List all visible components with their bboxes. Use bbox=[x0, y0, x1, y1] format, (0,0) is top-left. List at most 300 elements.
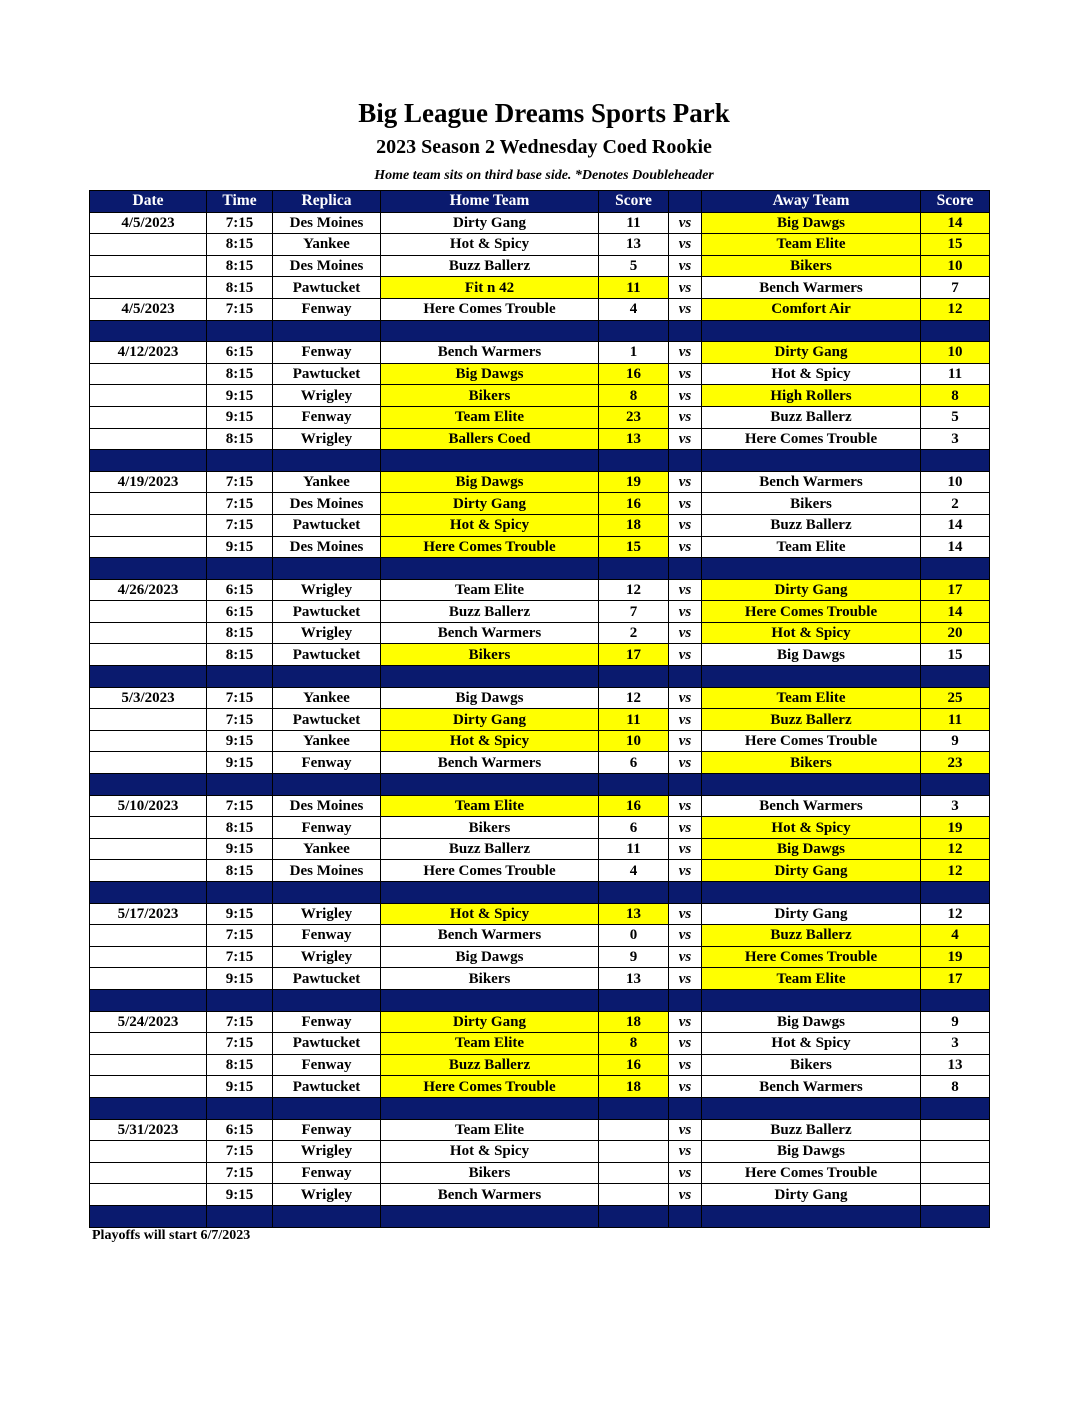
vs-cell: vs bbox=[669, 1141, 702, 1163]
date-cell bbox=[90, 925, 207, 947]
away-team-cell: Dirty Gang bbox=[702, 1184, 921, 1206]
date-cell: 5/24/2023 bbox=[90, 1011, 207, 1033]
away-team-cell: Bench Warmers bbox=[702, 1076, 921, 1098]
home-score-cell: 11 bbox=[599, 277, 669, 299]
separator-cell bbox=[599, 774, 669, 796]
away-score-cell bbox=[921, 1119, 990, 1141]
vs-cell: vs bbox=[669, 514, 702, 536]
home-score-cell bbox=[599, 1141, 669, 1163]
away-score-cell: 12 bbox=[921, 903, 990, 925]
game-row bbox=[90, 406, 990, 428]
date-cell bbox=[90, 838, 207, 860]
separator-cell bbox=[381, 989, 599, 1011]
separator-cell bbox=[921, 320, 990, 342]
vs-cell: vs bbox=[669, 493, 702, 515]
game-row bbox=[90, 342, 990, 364]
home-team-cell: Buzz Ballerz bbox=[381, 1054, 599, 1076]
date-cell bbox=[90, 536, 207, 558]
game-row bbox=[90, 277, 990, 299]
date-cell bbox=[90, 363, 207, 385]
away-score-cell: 23 bbox=[921, 752, 990, 774]
separator-cell bbox=[381, 558, 599, 580]
home-team-cell: Dirty Gang bbox=[381, 493, 599, 515]
separator-cell bbox=[702, 320, 921, 342]
home-score-cell: 8 bbox=[599, 1033, 669, 1055]
game-row bbox=[90, 622, 990, 644]
week-separator-row bbox=[90, 989, 990, 1011]
game-row bbox=[90, 752, 990, 774]
replica-cell: Pawtucket bbox=[273, 1033, 381, 1055]
time-cell: 7:15 bbox=[207, 1011, 273, 1033]
away-score-cell: 25 bbox=[921, 687, 990, 709]
home-team-cell: Team Elite bbox=[381, 579, 599, 601]
away-team-cell: Bench Warmers bbox=[702, 795, 921, 817]
separator-cell bbox=[207, 558, 273, 580]
replica-cell: Pawtucket bbox=[273, 644, 381, 666]
separator-cell bbox=[273, 320, 381, 342]
date-cell: 5/3/2023 bbox=[90, 687, 207, 709]
date-cell bbox=[90, 255, 207, 277]
time-cell: 7:15 bbox=[207, 471, 273, 493]
game-row bbox=[90, 1141, 990, 1163]
week-separator-row bbox=[90, 666, 990, 688]
separator-cell bbox=[207, 989, 273, 1011]
vs-cell: vs bbox=[669, 709, 702, 731]
game-row bbox=[90, 1033, 990, 1055]
separator-cell bbox=[207, 320, 273, 342]
home-team-cell: Fit n 42 bbox=[381, 277, 599, 299]
date-cell: 4/5/2023 bbox=[90, 212, 207, 234]
separator-cell bbox=[90, 450, 207, 472]
replica-cell: Fenway bbox=[273, 1011, 381, 1033]
separator-cell bbox=[273, 666, 381, 688]
game-row bbox=[90, 817, 990, 839]
separator-cell bbox=[702, 666, 921, 688]
week-separator-row bbox=[90, 1205, 990, 1227]
home-score-cell: 11 bbox=[599, 212, 669, 234]
separator-cell bbox=[90, 320, 207, 342]
away-team-cell: Here Comes Trouble bbox=[702, 946, 921, 968]
home-score-cell bbox=[599, 1162, 669, 1184]
separator-cell bbox=[381, 666, 599, 688]
separator-cell bbox=[921, 774, 990, 796]
home-score-cell bbox=[599, 1119, 669, 1141]
away-team-cell: Here Comes Trouble bbox=[702, 730, 921, 752]
away-score-cell: 10 bbox=[921, 255, 990, 277]
home-score-cell: 18 bbox=[599, 514, 669, 536]
game-row bbox=[90, 1054, 990, 1076]
away-team-cell: Big Dawgs bbox=[702, 212, 921, 234]
separator-cell bbox=[921, 666, 990, 688]
vs-cell: vs bbox=[669, 817, 702, 839]
game-row bbox=[90, 644, 990, 666]
away-score-cell: 9 bbox=[921, 1011, 990, 1033]
vs-cell: vs bbox=[669, 1011, 702, 1033]
time-cell: 8:15 bbox=[207, 1054, 273, 1076]
date-cell bbox=[90, 644, 207, 666]
header-time: Time bbox=[207, 191, 273, 213]
home-team-cell: Hot & Spicy bbox=[381, 903, 599, 925]
home-team-cell: Bikers bbox=[381, 968, 599, 990]
away-team-cell: Buzz Ballerz bbox=[702, 406, 921, 428]
header-home-score: Score bbox=[599, 191, 669, 213]
home-score-cell: 13 bbox=[599, 428, 669, 450]
replica-cell: Fenway bbox=[273, 406, 381, 428]
separator-cell bbox=[90, 1097, 207, 1119]
schedule-body bbox=[90, 212, 990, 1227]
game-row bbox=[90, 1119, 990, 1141]
separator-cell bbox=[702, 1097, 921, 1119]
replica-cell: Fenway bbox=[273, 1054, 381, 1076]
date-cell bbox=[90, 1162, 207, 1184]
home-team-cell: Team Elite bbox=[381, 795, 599, 817]
home-team-cell: Bench Warmers bbox=[381, 752, 599, 774]
game-row bbox=[90, 298, 990, 320]
playoffs-note: Playoffs will start 6/7/2023 bbox=[92, 1228, 251, 1243]
home-team-cell: Buzz Ballerz bbox=[381, 255, 599, 277]
game-row bbox=[90, 795, 990, 817]
vs-cell: vs bbox=[669, 212, 702, 234]
time-cell: 6:15 bbox=[207, 601, 273, 623]
vs-cell: vs bbox=[669, 622, 702, 644]
away-score-cell bbox=[921, 1141, 990, 1163]
vs-cell: vs bbox=[669, 795, 702, 817]
replica-cell: Fenway bbox=[273, 1162, 381, 1184]
replica-cell: Des Moines bbox=[273, 860, 381, 882]
vs-cell: vs bbox=[669, 1033, 702, 1055]
home-score-cell: 10 bbox=[599, 730, 669, 752]
home-score-cell: 16 bbox=[599, 795, 669, 817]
separator-cell bbox=[207, 774, 273, 796]
home-score-cell: 18 bbox=[599, 1011, 669, 1033]
away-score-cell: 12 bbox=[921, 838, 990, 860]
home-score-cell: 6 bbox=[599, 752, 669, 774]
vs-cell: vs bbox=[669, 1076, 702, 1098]
home-team-cell: Bench Warmers bbox=[381, 1184, 599, 1206]
away-score-cell: 17 bbox=[921, 579, 990, 601]
home-team-cell: Bikers bbox=[381, 644, 599, 666]
separator-cell bbox=[921, 1205, 990, 1227]
separator-cell bbox=[90, 989, 207, 1011]
away-score-cell: 7 bbox=[921, 277, 990, 299]
away-score-cell: 14 bbox=[921, 514, 990, 536]
date-cell bbox=[90, 428, 207, 450]
home-score-cell: 13 bbox=[599, 903, 669, 925]
home-team-cell: Team Elite bbox=[381, 1033, 599, 1055]
home-team-cell: Hot & Spicy bbox=[381, 1141, 599, 1163]
replica-cell: Wrigley bbox=[273, 903, 381, 925]
away-team-cell: Bench Warmers bbox=[702, 277, 921, 299]
vs-cell: vs bbox=[669, 471, 702, 493]
separator-cell bbox=[273, 882, 381, 904]
game-row bbox=[90, 709, 990, 731]
separator-cell bbox=[921, 450, 990, 472]
vs-cell: vs bbox=[669, 968, 702, 990]
separator-cell bbox=[669, 1097, 702, 1119]
time-cell: 8:15 bbox=[207, 817, 273, 839]
home-score-cell: 1 bbox=[599, 342, 669, 364]
vs-cell: vs bbox=[669, 255, 702, 277]
home-team-cell: Dirty Gang bbox=[381, 1011, 599, 1033]
away-score-cell: 14 bbox=[921, 212, 990, 234]
separator-cell bbox=[90, 774, 207, 796]
home-score-cell: 9 bbox=[599, 946, 669, 968]
away-team-cell: Big Dawgs bbox=[702, 644, 921, 666]
time-cell: 9:15 bbox=[207, 903, 273, 925]
game-row bbox=[90, 514, 990, 536]
separator-cell bbox=[599, 558, 669, 580]
away-team-cell: Team Elite bbox=[702, 536, 921, 558]
date-cell bbox=[90, 946, 207, 968]
game-row bbox=[90, 601, 990, 623]
home-team-cell: Bikers bbox=[381, 1162, 599, 1184]
separator-cell bbox=[599, 882, 669, 904]
away-team-cell: High Rollers bbox=[702, 385, 921, 407]
time-cell: 7:15 bbox=[207, 687, 273, 709]
time-cell: 6:15 bbox=[207, 579, 273, 601]
home-team-cell: Bench Warmers bbox=[381, 342, 599, 364]
date-cell: 5/17/2023 bbox=[90, 903, 207, 925]
vs-cell: vs bbox=[669, 406, 702, 428]
away-score-cell: 19 bbox=[921, 946, 990, 968]
time-cell: 9:15 bbox=[207, 968, 273, 990]
time-cell: 9:15 bbox=[207, 730, 273, 752]
date-cell bbox=[90, 860, 207, 882]
date-cell bbox=[90, 817, 207, 839]
home-score-cell: 17 bbox=[599, 644, 669, 666]
time-cell: 6:15 bbox=[207, 342, 273, 364]
replica-cell: Des Moines bbox=[273, 795, 381, 817]
date-cell bbox=[90, 709, 207, 731]
separator-cell bbox=[669, 558, 702, 580]
game-row bbox=[90, 212, 990, 234]
vs-cell: vs bbox=[669, 838, 702, 860]
time-cell: 7:15 bbox=[207, 298, 273, 320]
vs-cell: vs bbox=[669, 946, 702, 968]
replica-cell: Pawtucket bbox=[273, 514, 381, 536]
header-away-team: Away Team bbox=[702, 191, 921, 213]
away-score-cell: 15 bbox=[921, 234, 990, 256]
away-score-cell: 14 bbox=[921, 536, 990, 558]
header-date: Date bbox=[90, 191, 207, 213]
separator-cell bbox=[381, 1205, 599, 1227]
separator-cell bbox=[669, 989, 702, 1011]
vs-cell: vs bbox=[669, 1119, 702, 1141]
away-team-cell: Big Dawgs bbox=[702, 1141, 921, 1163]
away-team-cell: Hot & Spicy bbox=[702, 817, 921, 839]
replica-cell: Yankee bbox=[273, 687, 381, 709]
away-team-cell: Dirty Gang bbox=[702, 903, 921, 925]
separator-cell bbox=[207, 1097, 273, 1119]
separator-cell bbox=[207, 882, 273, 904]
home-team-cell: Dirty Gang bbox=[381, 212, 599, 234]
home-score-cell: 11 bbox=[599, 838, 669, 860]
away-score-cell: 15 bbox=[921, 644, 990, 666]
game-row bbox=[90, 255, 990, 277]
game-row bbox=[90, 860, 990, 882]
away-team-cell: Bikers bbox=[702, 752, 921, 774]
separator-cell bbox=[921, 989, 990, 1011]
separator-cell bbox=[273, 774, 381, 796]
game-row bbox=[90, 1011, 990, 1033]
date-cell bbox=[90, 730, 207, 752]
schedule-table bbox=[89, 190, 990, 1228]
away-team-cell: Buzz Ballerz bbox=[702, 514, 921, 536]
replica-cell: Des Moines bbox=[273, 493, 381, 515]
home-team-cell: Bikers bbox=[381, 385, 599, 407]
home-score-cell: 18 bbox=[599, 1076, 669, 1098]
away-team-cell: Hot & Spicy bbox=[702, 1033, 921, 1055]
separator-cell bbox=[599, 666, 669, 688]
time-cell: 8:15 bbox=[207, 860, 273, 882]
home-team-cell: Buzz Ballerz bbox=[381, 838, 599, 860]
separator-cell bbox=[669, 450, 702, 472]
time-cell: 7:15 bbox=[207, 795, 273, 817]
home-score-cell: 4 bbox=[599, 298, 669, 320]
date-cell: 5/31/2023 bbox=[90, 1119, 207, 1141]
game-row bbox=[90, 471, 990, 493]
game-row bbox=[90, 730, 990, 752]
home-team-cell: Dirty Gang bbox=[381, 709, 599, 731]
separator-cell bbox=[921, 1097, 990, 1119]
home-team-cell: Bench Warmers bbox=[381, 925, 599, 947]
vs-cell: vs bbox=[669, 860, 702, 882]
vs-cell: vs bbox=[669, 298, 702, 320]
time-cell: 7:15 bbox=[207, 514, 273, 536]
away-score-cell: 10 bbox=[921, 342, 990, 364]
away-score-cell: 10 bbox=[921, 471, 990, 493]
separator-cell bbox=[90, 666, 207, 688]
home-team-cell: Hot & Spicy bbox=[381, 234, 599, 256]
game-row bbox=[90, 946, 990, 968]
replica-cell: Wrigley bbox=[273, 385, 381, 407]
home-score-cell: 7 bbox=[599, 601, 669, 623]
replica-cell: Des Moines bbox=[273, 536, 381, 558]
game-row bbox=[90, 363, 990, 385]
time-cell: 7:15 bbox=[207, 925, 273, 947]
week-separator-row bbox=[90, 450, 990, 472]
away-team-cell: Here Comes Trouble bbox=[702, 1162, 921, 1184]
away-score-cell: 17 bbox=[921, 968, 990, 990]
home-score-cell: 0 bbox=[599, 925, 669, 947]
separator-cell bbox=[273, 1097, 381, 1119]
home-score-cell: 12 bbox=[599, 579, 669, 601]
away-team-cell: Bikers bbox=[702, 493, 921, 515]
game-row bbox=[90, 493, 990, 515]
home-score-cell: 15 bbox=[599, 536, 669, 558]
home-score-cell: 4 bbox=[599, 860, 669, 882]
separator-cell bbox=[273, 558, 381, 580]
date-cell bbox=[90, 1184, 207, 1206]
date-cell bbox=[90, 1054, 207, 1076]
away-score-cell: 8 bbox=[921, 385, 990, 407]
page-title: Big League Dreams Sports Park bbox=[358, 98, 730, 128]
date-cell: 4/12/2023 bbox=[90, 342, 207, 364]
game-row bbox=[90, 536, 990, 558]
separator-cell bbox=[921, 558, 990, 580]
date-cell bbox=[90, 1076, 207, 1098]
date-cell bbox=[90, 493, 207, 515]
game-row bbox=[90, 687, 990, 709]
game-row bbox=[90, 1076, 990, 1098]
away-score-cell: 12 bbox=[921, 298, 990, 320]
separator-cell bbox=[702, 989, 921, 1011]
vs-cell: vs bbox=[669, 730, 702, 752]
separator-cell bbox=[599, 1205, 669, 1227]
home-score-cell: 19 bbox=[599, 471, 669, 493]
date-cell bbox=[90, 514, 207, 536]
home-score-cell: 2 bbox=[599, 622, 669, 644]
home-team-cell: Team Elite bbox=[381, 406, 599, 428]
date-cell: 4/5/2023 bbox=[90, 298, 207, 320]
replica-cell: Fenway bbox=[273, 342, 381, 364]
date-cell bbox=[90, 968, 207, 990]
date-cell bbox=[90, 752, 207, 774]
time-cell: 6:15 bbox=[207, 1119, 273, 1141]
home-team-cell: Big Dawgs bbox=[381, 363, 599, 385]
time-cell: 8:15 bbox=[207, 428, 273, 450]
away-team-cell: Big Dawgs bbox=[702, 1011, 921, 1033]
away-team-cell: Bikers bbox=[702, 255, 921, 277]
time-cell: 8:15 bbox=[207, 234, 273, 256]
time-cell: 9:15 bbox=[207, 536, 273, 558]
replica-cell: Pawtucket bbox=[273, 363, 381, 385]
home-team-cell: Here Comes Trouble bbox=[381, 536, 599, 558]
date-cell bbox=[90, 406, 207, 428]
away-team-cell: Here Comes Trouble bbox=[702, 428, 921, 450]
away-team-cell: Dirty Gang bbox=[702, 342, 921, 364]
separator-cell bbox=[669, 320, 702, 342]
separator-cell bbox=[90, 1205, 207, 1227]
replica-cell: Fenway bbox=[273, 752, 381, 774]
separator-cell bbox=[90, 558, 207, 580]
time-cell: 8:15 bbox=[207, 363, 273, 385]
date-cell: 4/26/2023 bbox=[90, 579, 207, 601]
home-team-cell: Bench Warmers bbox=[381, 622, 599, 644]
away-team-cell: Buzz Ballerz bbox=[702, 925, 921, 947]
game-row bbox=[90, 428, 990, 450]
separator-cell bbox=[702, 558, 921, 580]
vs-cell: vs bbox=[669, 277, 702, 299]
replica-cell: Pawtucket bbox=[273, 601, 381, 623]
date-cell: 4/19/2023 bbox=[90, 471, 207, 493]
vs-cell: vs bbox=[669, 579, 702, 601]
home-score-cell: 13 bbox=[599, 968, 669, 990]
separator-cell bbox=[599, 320, 669, 342]
separator-cell bbox=[207, 450, 273, 472]
separator-cell bbox=[381, 882, 599, 904]
week-separator-row bbox=[90, 774, 990, 796]
home-team-cell: Hot & Spicy bbox=[381, 514, 599, 536]
vs-cell: vs bbox=[669, 644, 702, 666]
separator-cell bbox=[381, 774, 599, 796]
away-score-cell: 11 bbox=[921, 709, 990, 731]
time-cell: 7:15 bbox=[207, 212, 273, 234]
separator-cell bbox=[599, 1097, 669, 1119]
away-score-cell: 8 bbox=[921, 1076, 990, 1098]
vs-cell: vs bbox=[669, 234, 702, 256]
time-cell: 9:15 bbox=[207, 406, 273, 428]
away-score-cell: 20 bbox=[921, 622, 990, 644]
date-cell bbox=[90, 1141, 207, 1163]
game-row bbox=[90, 1162, 990, 1184]
time-cell: 8:15 bbox=[207, 622, 273, 644]
home-team-cell: Hot & Spicy bbox=[381, 730, 599, 752]
date-cell: 5/10/2023 bbox=[90, 795, 207, 817]
away-score-cell: 19 bbox=[921, 817, 990, 839]
time-cell: 8:15 bbox=[207, 277, 273, 299]
game-row bbox=[90, 968, 990, 990]
